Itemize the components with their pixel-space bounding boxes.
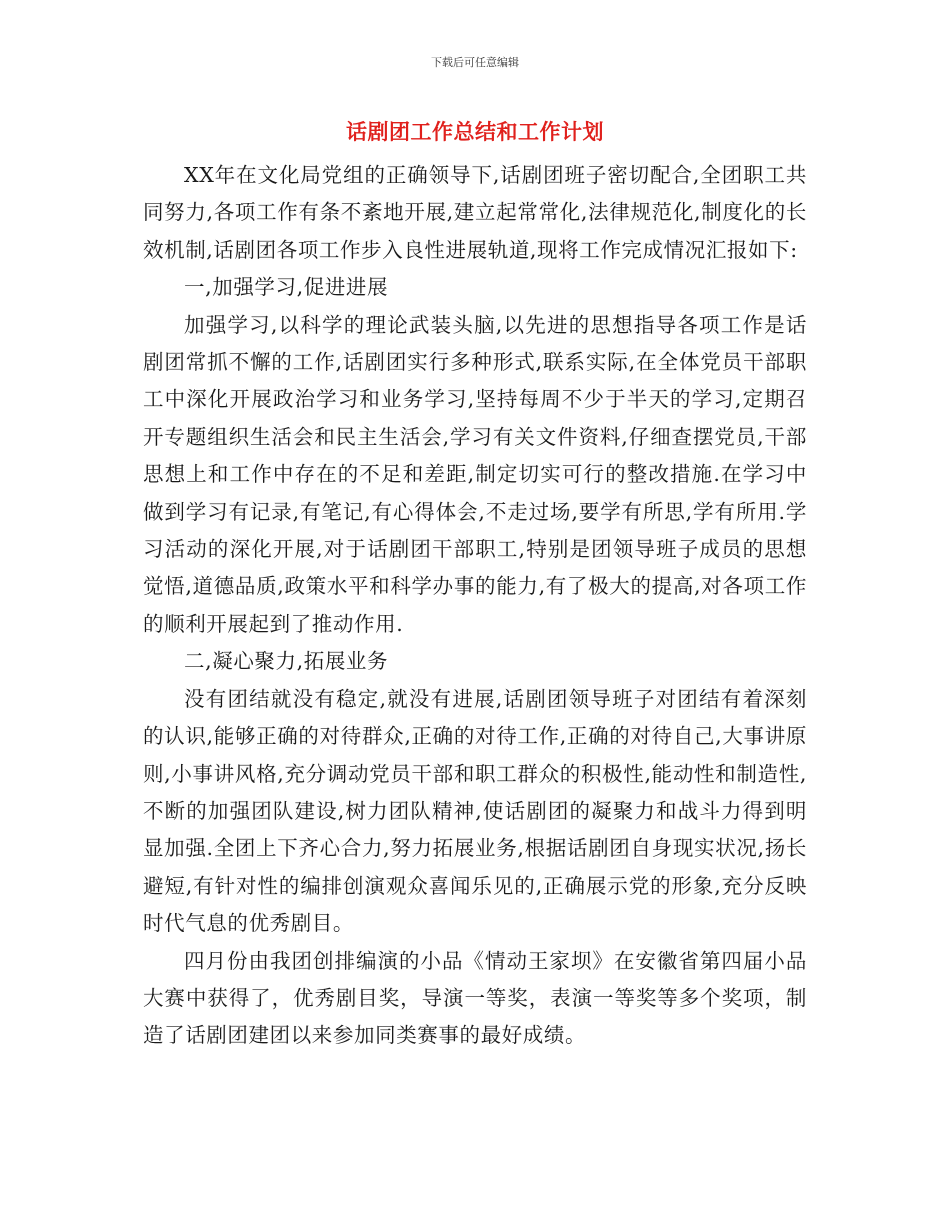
paragraph-intro: XX年在文化局党组的正确领导下,话剧团班子密切配合,全团职工共同努力,各项工作有条不紊地开展,建立起常常化,法律规范化,制度化的长效机制,话剧团各项工作步入良性进展轨道,现将工作完成情况汇报如下: (143, 163, 807, 262)
header-note: 下载后可任意编辑 (431, 56, 519, 69)
section-heading-1: 一,加强学习,促进进展 (184, 275, 389, 300)
document-title: 话剧团工作总结和工作计划 (346, 120, 604, 144)
paragraph-section-1: 加强学习,以科学的理论武装头脑,以先进的思想指导各项工作是话剧团常抓不懈的工作,话剧团实行多种形式,联系实际,在全体党员干部职工中深化开展政治学习和业务学习,坚持每周不少于半天的学习,定期召开专题组织生活会和民主生活会,学习有关文件资料,仔细查摆党员,干部思想上和工作中存在的不足和差距,制定切实可行的整改措施.在学习中做到学习有记录,有笔记,有心得体会,不走过场,要学有所思,学有所用.学习活动的深化开展,对于话剧团干部职工,特别是团领导班子成员的思想觉悟,道德品质,政策水平和科学办事的能力,有了极大的提高,对各项工作的顺利开展起到了推动作用. (143, 312, 807, 636)
section-heading-2: 二,凝心聚力,拓展业务 (184, 649, 389, 674)
paragraph-section-2: 没有团结就没有稳定,就没有进展,话剧团领导班子对团结有着深刻的认识,能够正确的对待群众,正确的对待工作,正确的对待自己,大事讲原则,小事讲风格,充分调动党员干部和职工群众的积极性,能动性和制造性,不断的加强团队建设,树力团队精神,使话剧团的凝聚力和战斗力得到明显加强.全团上下齐心合力,努力拓展业务,根据话剧团自身现实状况,扬长避短,有针对性的编排创演观众喜闻乐见的,正确展示党的形象,充分反映时代气息的优秀剧目。 (143, 686, 807, 936)
paragraph-award: 四月份由我团创排编演的小品《情动王家坝》在安徽省第四届小品大赛中获得了，优秀剧目奖，导演一等奖，表演一等奖等多个奖项，制造了话剧团建团以来参加同类赛事的最好成绩。 (143, 948, 807, 1048)
document-body (143, 157, 807, 1055)
